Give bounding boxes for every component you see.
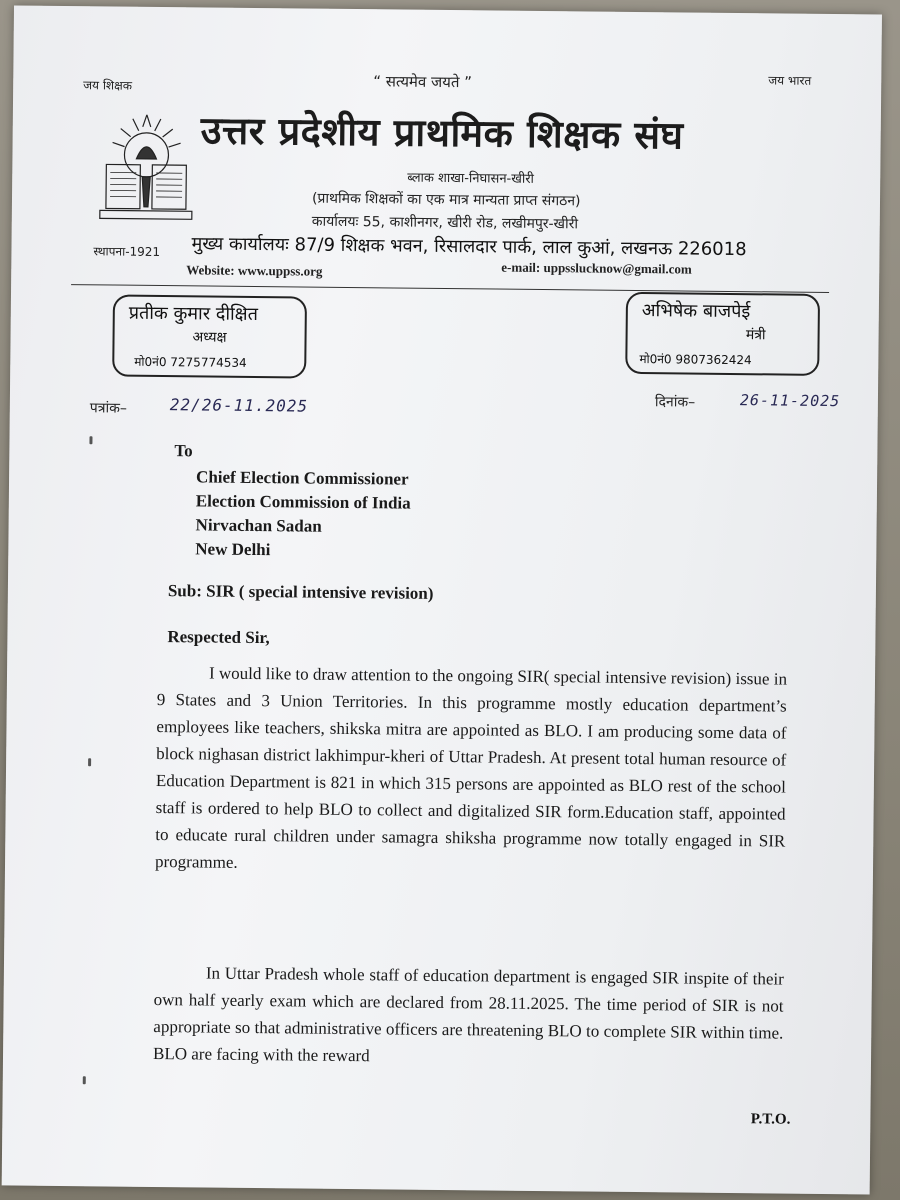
body-paragraph: In Uttar Pradesh whole staff of education department is engaged SIR inspite of their own half yearly exam which are declared from 28.11.2025. The time period of SIR is not appropriate so that administrative officers are threatening BLO to complete SIR within time. BLO are facing with the reward xyxy=(152,963,784,1066)
motto-left: जय शिक्षक xyxy=(83,78,133,93)
secretary-title: मंत्री xyxy=(745,327,766,344)
president-name: प्रतीक कुमार दीक्षित xyxy=(128,302,259,326)
secretary-phone: मो0नं0 9807362424 xyxy=(639,352,752,368)
motto-right: जय भारत xyxy=(768,73,812,88)
address-line: Chief Election Commissioner xyxy=(195,467,409,489)
founded-year: स्थापना-1921 xyxy=(93,244,161,259)
subject-line: Sub: SIR ( special intensive revision) xyxy=(167,581,434,603)
address-line: Nirvachan Sadan xyxy=(195,515,322,536)
motto-center: “ सत्यमेव जयते ” xyxy=(373,72,473,92)
office-address: कार्यालयः 55, काशीनगर, खीरी रोड, लखीमपुर-खीरी xyxy=(311,213,579,233)
reference-label: पत्रांक– xyxy=(89,400,127,417)
head-office-address: मुख्य कार्यालयः 87/9 शिक्षक भवन, रिसालदार पार्क, लाल कुआं, लखनऊ 226018 xyxy=(191,233,747,261)
address-line: New Delhi xyxy=(195,539,271,560)
recognition-note: (प्राथमिक शिक्षकों का एक मात्र मान्यता प्राप्त संगठन) xyxy=(311,190,581,210)
president-box xyxy=(112,295,307,379)
header-divider xyxy=(71,284,829,293)
punch-mark xyxy=(83,1076,86,1084)
recipient-to: To xyxy=(174,441,193,461)
address-line: Election Commission of India xyxy=(195,491,411,513)
punch-mark xyxy=(88,758,91,766)
secretary-box xyxy=(625,292,820,376)
organization-name: उत्तर प्रदेशीय प्राथमिक शिक्षक संघ xyxy=(200,108,684,158)
salutation: Respected Sir, xyxy=(167,627,270,648)
body-paragraph: I would like to draw attention to the ongoing SIR( special intensive revision) issue in 9 States and 3 Union Territories. In this programme mostly education department’s employees like teachers, shikska mitra are appointed as BLO. I am producing some data of block nighasan district lakhimpur-kheri of Uttar Pradesh. At present total human resource of Education Department is 821 in which 315 persons are appointed as BLO rest of the school staff is ordered to help BLO to collect and digitalized SIR form.Education staff, appointed to educate rural children under samagra shiksha programme now totally engaged in SIR programme. xyxy=(154,663,788,872)
punch-mark xyxy=(89,436,92,444)
association-logo xyxy=(92,106,201,225)
website-text: Website: www.uppss.org xyxy=(186,262,323,279)
date-label: दिनांक– xyxy=(654,394,696,411)
letter-page xyxy=(2,5,882,1194)
date-value: 26-11-2025 xyxy=(739,391,841,411)
pto-note: P.T.O. xyxy=(750,1111,791,1128)
president-phone: मो0नं0 7275774534 xyxy=(134,354,247,370)
email-text: e-mail: uppsslucknow@gmail.com xyxy=(501,259,692,277)
letter-body xyxy=(152,439,799,1066)
president-title: अध्यक्ष xyxy=(192,329,227,346)
secretary-name: अभिषेक बाजपेई xyxy=(641,300,751,323)
branch-name: ब्लाक शाखा-निघासन-खीरी xyxy=(407,170,535,187)
reference-number: 22/26-11.2025 xyxy=(169,395,309,416)
